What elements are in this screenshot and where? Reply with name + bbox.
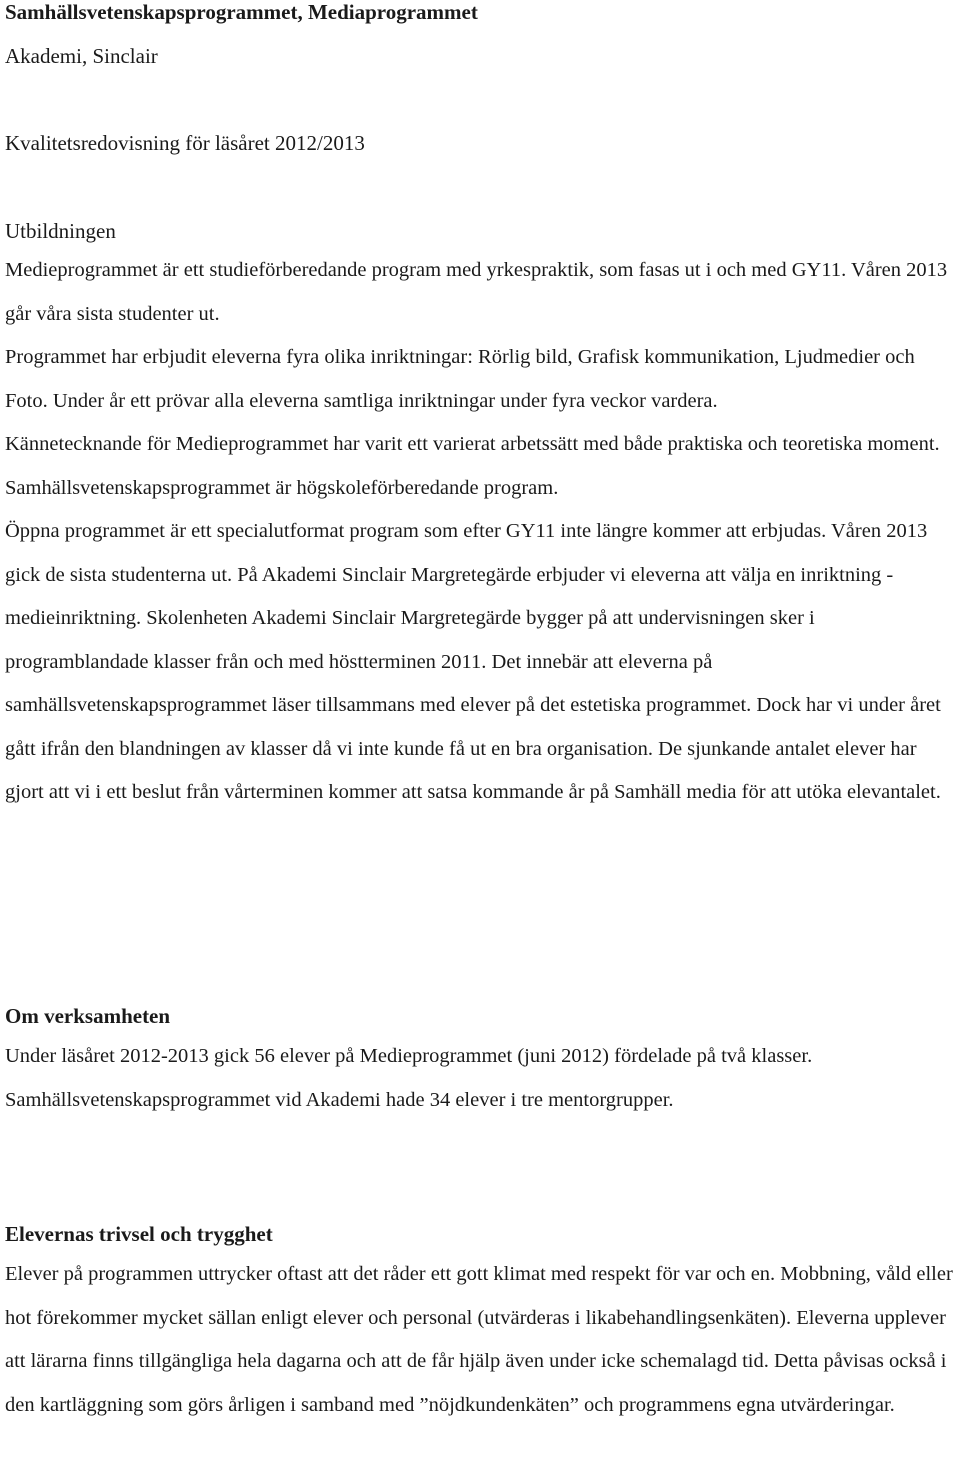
- paragraph: Elever på programmen uttrycker oftast att det råder ett gott klimat med respekt för var och en. Mobbning, våld eller hot förekommer mycket sällan enligt elever och personal (utvärderas i likabehandlingsenkäten). Eleverna upplever att lärarna finns tillgängliga hela dagarna och att de får hjälp även under icke schemalagd tid. Detta påvisas också i den kartläggning som görs årligen i samband med ”nöjdkundenkäten” och programmens egna utvärderingar.: [5, 1263, 953, 1416]
- paragraph: Samhällsvetenskapsprogrammet vid Akademi hade 34 elever i tre mentorgrupper.: [5, 1088, 674, 1111]
- paragraph: Öppna programmet är ett specialutformat program som efter GY11 inte längre kommer att erbjudas. Våren 2013 gick de sista studenterna ut. På Akademi Sinclair Margretegärde erbjuder vi eleverna att välja en inriktning - medieinriktning. Skolenheten Akademi Sinclair Margretegärde bygger på att undervisningen sker i programblandade klasser från och med höstterminen 2011. Det innebär att eleverna på samhällsvetenskapsprogrammet läser tillsammans med elever på det estetiska programmet. Dock har vi under året gått ifrån den blandningen av klasser då vi inte kunde få ut en bra organisation. De sjunkande antalet elever har gjort att vi i ett beslut från vårterminen kommer att satsa kommande år på Samhäll media för att utöka elevantalet.: [5, 520, 941, 803]
- paragraph: Kännetecknande för Medieprogrammet har varit ett varierat arbetssätt med både praktiska och teoretiska moment. Samhällsvetenskapsprogrammet är högskoleförberedande program.: [5, 433, 940, 499]
- paragraph: Under läsåret 2012-2013 gick 56 elever på Medieprogrammet (juni 2012) fördelade på två klasser.: [5, 1045, 813, 1067]
- section-body-trivsel: [5, 1253, 960, 1427]
- section-body-utbildningen: [5, 249, 960, 815]
- section-heading-utbildningen: Utbildningen: [5, 219, 116, 243]
- document-title-program: Samhällsvetenskapsprogrammet, Mediaprogrammet: [5, 0, 478, 24]
- section-body-om-verksamheten: [5, 1035, 960, 1122]
- document-title-report: Kvalitetsredovisning för läsåret 2012/2013: [5, 131, 365, 155]
- section-heading-om-verksamheten: Om verksamheten: [5, 1004, 171, 1028]
- section-heading-trivsel: Elevernas trivsel och trygghet: [5, 1222, 273, 1246]
- document-title-school: Akademi, Sinclair: [5, 44, 158, 68]
- paragraph: Programmet har erbjudit eleverna fyra olika inriktningar: Rörlig bild, Grafisk kommunikation, Ljudmedier och Foto. Under år ett prövar alla eleverna samtliga inriktningar under fyra veckor vardera.: [5, 346, 915, 412]
- paragraph: Medieprogrammet är ett studieförberedande program med yrkespraktik, som fasas ut i och med GY11. Våren 2013 går våra sista studenter ut.: [5, 259, 948, 325]
